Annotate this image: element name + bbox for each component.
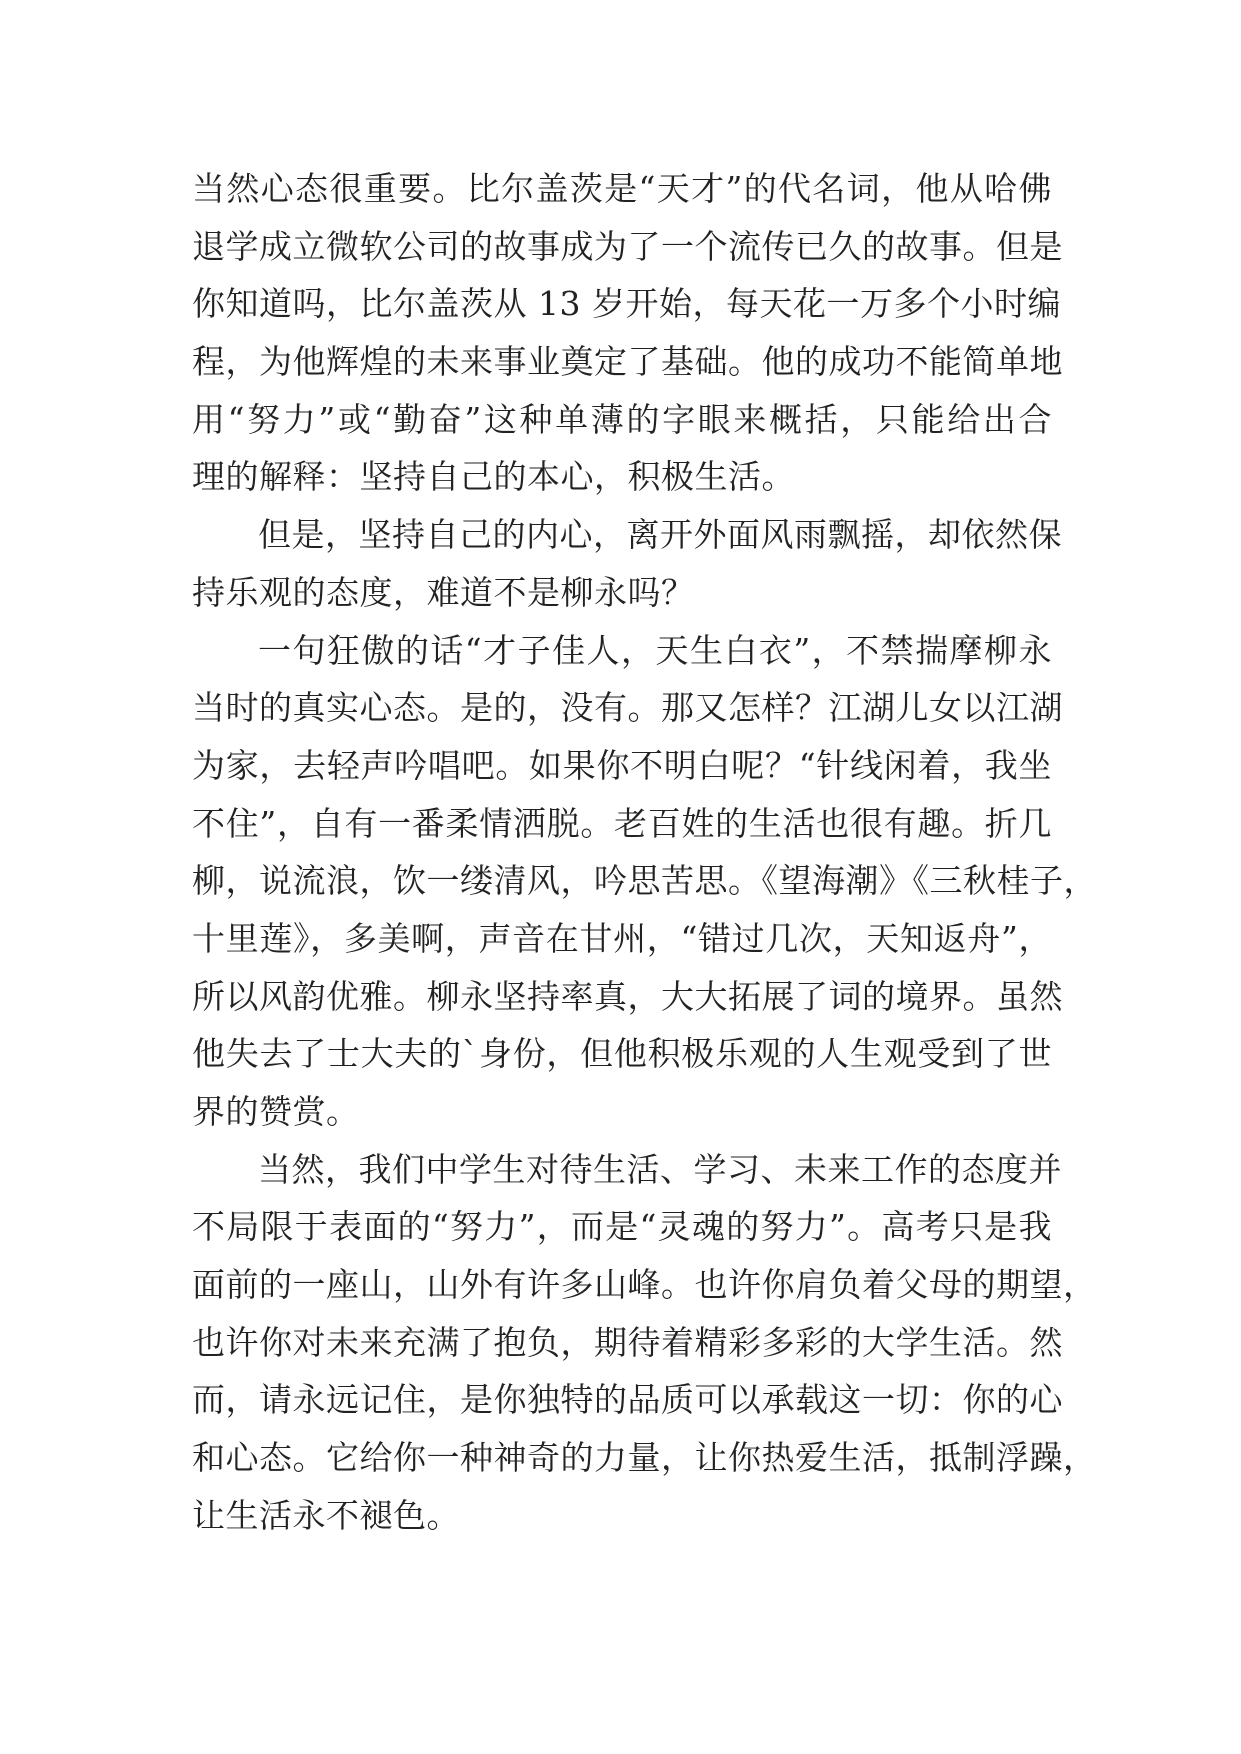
text-line: 当然心态很重要。比尔盖茨是“天才”的代名词，他从哈佛: [192, 169, 1052, 208]
text-line: 不住”，自有一番柔情洒脱。老百姓的生活也很有趣。折几: [192, 803, 1052, 843]
text-line: 柳，说流浪，饮一缕清风，吟思苦思。《望海潮》《三秋桂子，: [192, 861, 1097, 901]
text-line: 但是，坚持自己的内心，离开外面风雨飘摇，却依然保: [258, 515, 1062, 555]
paragraph: [192, 622, 1097, 1141]
text-line: 所以风韵优雅。柳永坚持率真，大大拓展了词的境界。虽然: [192, 976, 1063, 1016]
text-line: 持乐观的态度，难道不是柳永吗？: [192, 572, 695, 612]
text-line: 一句狂傲的话“才子佳人，天生白衣”，不禁揣摩柳永: [258, 630, 1052, 670]
text-line: 当时的真实心态。是的，没有。那又怎样？江湖儿女以江湖: [192, 688, 1063, 728]
text-line: 用“努力”或“勤奋”这种单薄的字眼来概括，只能给出合: [192, 399, 1052, 439]
paragraph: [192, 1141, 1097, 1545]
text-line: 让生活永不褪色。: [192, 1495, 460, 1535]
document-body: [192, 160, 1097, 1545]
text-line: 当然，我们中学生对待生活、学习、未来工作的态度并: [258, 1149, 1062, 1189]
text-line: 也许你对未来充满了抱负，期待着精彩多彩的大学生活。然: [192, 1322, 1063, 1362]
text-line: 你知道吗，比尔盖茨从 13 岁开始，每天花一万多个小时编: [192, 284, 1061, 324]
text-line: 为家，去轻声吟唱吧。如果你不明白呢？“针线闲着，我坐: [192, 745, 1052, 785]
text-line: 十里莲》，多美啊，声音在甘州，“错过几次，天知返舟”，: [192, 918, 1052, 958]
text-line: 程，为他辉煌的未来事业奠定了基础。他的成功不能简单地: [192, 342, 1063, 382]
text-line: 而，请永远记住，是你独特的品质可以承载这一切：你的心: [192, 1380, 1063, 1420]
text-line: 不局限于表面的“努力”，而是“灵魂的努力”。高考只是我: [192, 1207, 1052, 1247]
text-line: 和心态。它给你一种神奇的力量，让你热爱生活，抵制浮躁，: [192, 1438, 1097, 1478]
paragraph: [192, 160, 1063, 506]
text-line: 退学成立微软公司的故事成为了一个流传已久的故事。但是: [192, 226, 1063, 266]
text-line: 界的赞赏。: [192, 1092, 360, 1131]
text-line: 理的解释：坚持自己的本心，积极生活。: [192, 457, 795, 497]
text-line: 面前的一座山，山外有许多山峰。也许你肩负着父母的期望，: [192, 1265, 1097, 1305]
paragraph: [192, 506, 1062, 621]
text-line: 他失去了士大夫的`身份，但他积极乐观的人生观受到了世: [192, 1034, 1052, 1074]
